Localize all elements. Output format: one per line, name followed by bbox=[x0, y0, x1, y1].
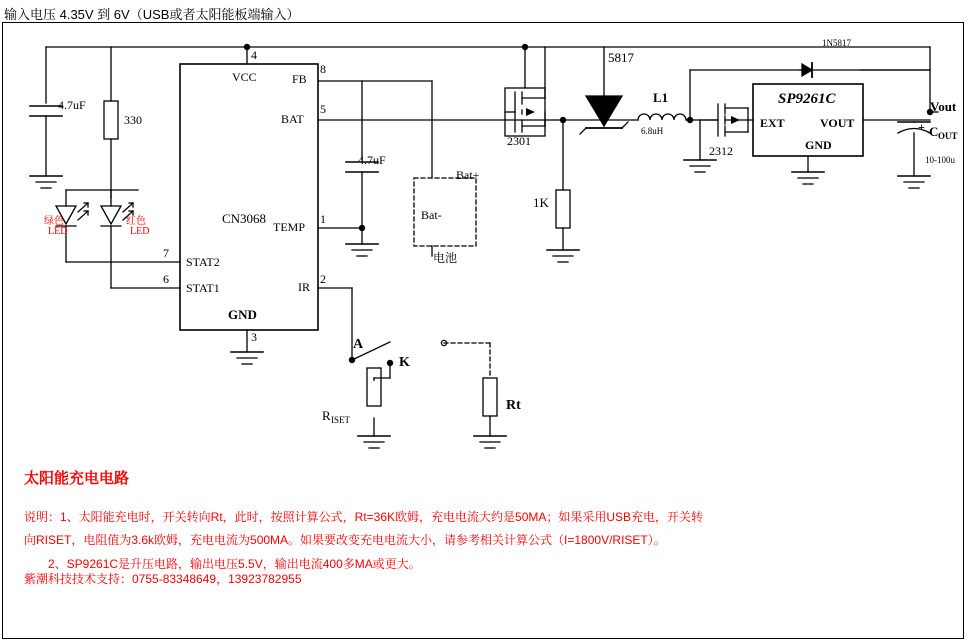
pin-fb-label: FB bbox=[292, 72, 307, 86]
boost-ic-gnd-label: GND bbox=[805, 138, 832, 152]
mosfet-2301-label: 2301 bbox=[507, 134, 531, 148]
notes-title: 太阳能充电电路 bbox=[24, 470, 130, 487]
res-riset-sub: ISET bbox=[331, 415, 350, 425]
led-green-label-line1: 绿色 bbox=[44, 216, 64, 227]
switch-terminal-k[interactable]: K bbox=[399, 355, 410, 370]
inductor-value-label: 6.8uH bbox=[641, 126, 664, 136]
cap-out-sub: OUT bbox=[938, 131, 958, 141]
pin-stat2-number: 7 bbox=[163, 246, 169, 260]
pin-vcc-label: VCC bbox=[232, 70, 257, 84]
led-green-label-line2: LED bbox=[48, 226, 68, 237]
res-330-label: 330 bbox=[124, 113, 142, 127]
diode-1n5817-label: 1N5817 bbox=[822, 38, 851, 48]
pin-gnd-number: 3 bbox=[251, 330, 257, 344]
pin-temp-label: TEMP bbox=[273, 220, 306, 234]
notes-footer: 紫潮科技技术支持：0755-83348649，13923782955 bbox=[24, 572, 302, 586]
boost-ic-label: SP9261C bbox=[778, 91, 836, 107]
vout-label: Vout bbox=[930, 99, 957, 114]
pin-fb-number: 8 bbox=[320, 62, 326, 76]
boost-ic-vout-label: VOUT bbox=[820, 116, 855, 130]
led-red-label-line2: LED bbox=[130, 226, 150, 237]
inductor-label: L1 bbox=[653, 90, 669, 105]
battery-plus-label: Bat+ bbox=[456, 168, 480, 182]
pin-stat1-number: 6 bbox=[163, 272, 169, 286]
switch-terminal-a[interactable]: A bbox=[353, 337, 364, 352]
cap-fb-label: 4.7uF bbox=[358, 153, 386, 167]
pin-temp-number: 1 bbox=[320, 212, 326, 226]
pin-bat-label: BAT bbox=[281, 112, 304, 126]
battery-label: 电池 bbox=[433, 251, 458, 265]
notes-line-3: 2、SP9261C是升压电路，输出电压5.5V，输出电流400多MA或更大。 bbox=[48, 557, 421, 571]
cap-in-label: 4.7uF bbox=[58, 98, 86, 112]
notes-line-2: 向RISET，电阻值为3.6k欧姆，充电电流为500MA。如果要改变充电电流大小，请参考相关计算公式（I=1800V/RISET）。 bbox=[24, 533, 666, 547]
input-voltage-note: 输入电压 4.35V 到 6V（USB或者太阳能板端输入） bbox=[4, 7, 300, 22]
boost-ic-ext-label: EXT bbox=[760, 116, 785, 130]
pin-ir-number: 2 bbox=[320, 272, 326, 286]
pin-gnd-label: GND bbox=[228, 307, 257, 322]
pin-stat1-label: STAT1 bbox=[186, 281, 220, 295]
res-rt-label: Rt bbox=[506, 398, 521, 413]
mosfet-2312-label: 2312 bbox=[709, 144, 733, 158]
diode-5817-label: 5817 bbox=[608, 50, 634, 65]
main-ic-label: CN3068 bbox=[222, 211, 267, 226]
pin-bat-number: 5 bbox=[320, 102, 326, 116]
res-1k-label: 1K bbox=[533, 195, 549, 210]
battery-minus-label: Bat- bbox=[421, 208, 442, 222]
cap-out-name: C bbox=[929, 124, 939, 139]
pin-vcc-number: 4 bbox=[251, 48, 257, 62]
res-riset-name: R bbox=[322, 408, 331, 423]
led-red-label-line1: 红色 bbox=[126, 216, 146, 227]
cap-out-value: 10-100u bbox=[925, 155, 955, 165]
pin-stat2-label: STAT2 bbox=[186, 255, 220, 269]
notes-line-1: 说明：1、太阳能充电时，开关转向Rt，此时，按照计算公式，Rt=36K欧姆，充电电流大约是50MA；如果采用USB充电，开关转 bbox=[24, 510, 704, 524]
pin-ir-label: IR bbox=[298, 280, 310, 294]
cap-out-polarity: + bbox=[918, 120, 925, 134]
